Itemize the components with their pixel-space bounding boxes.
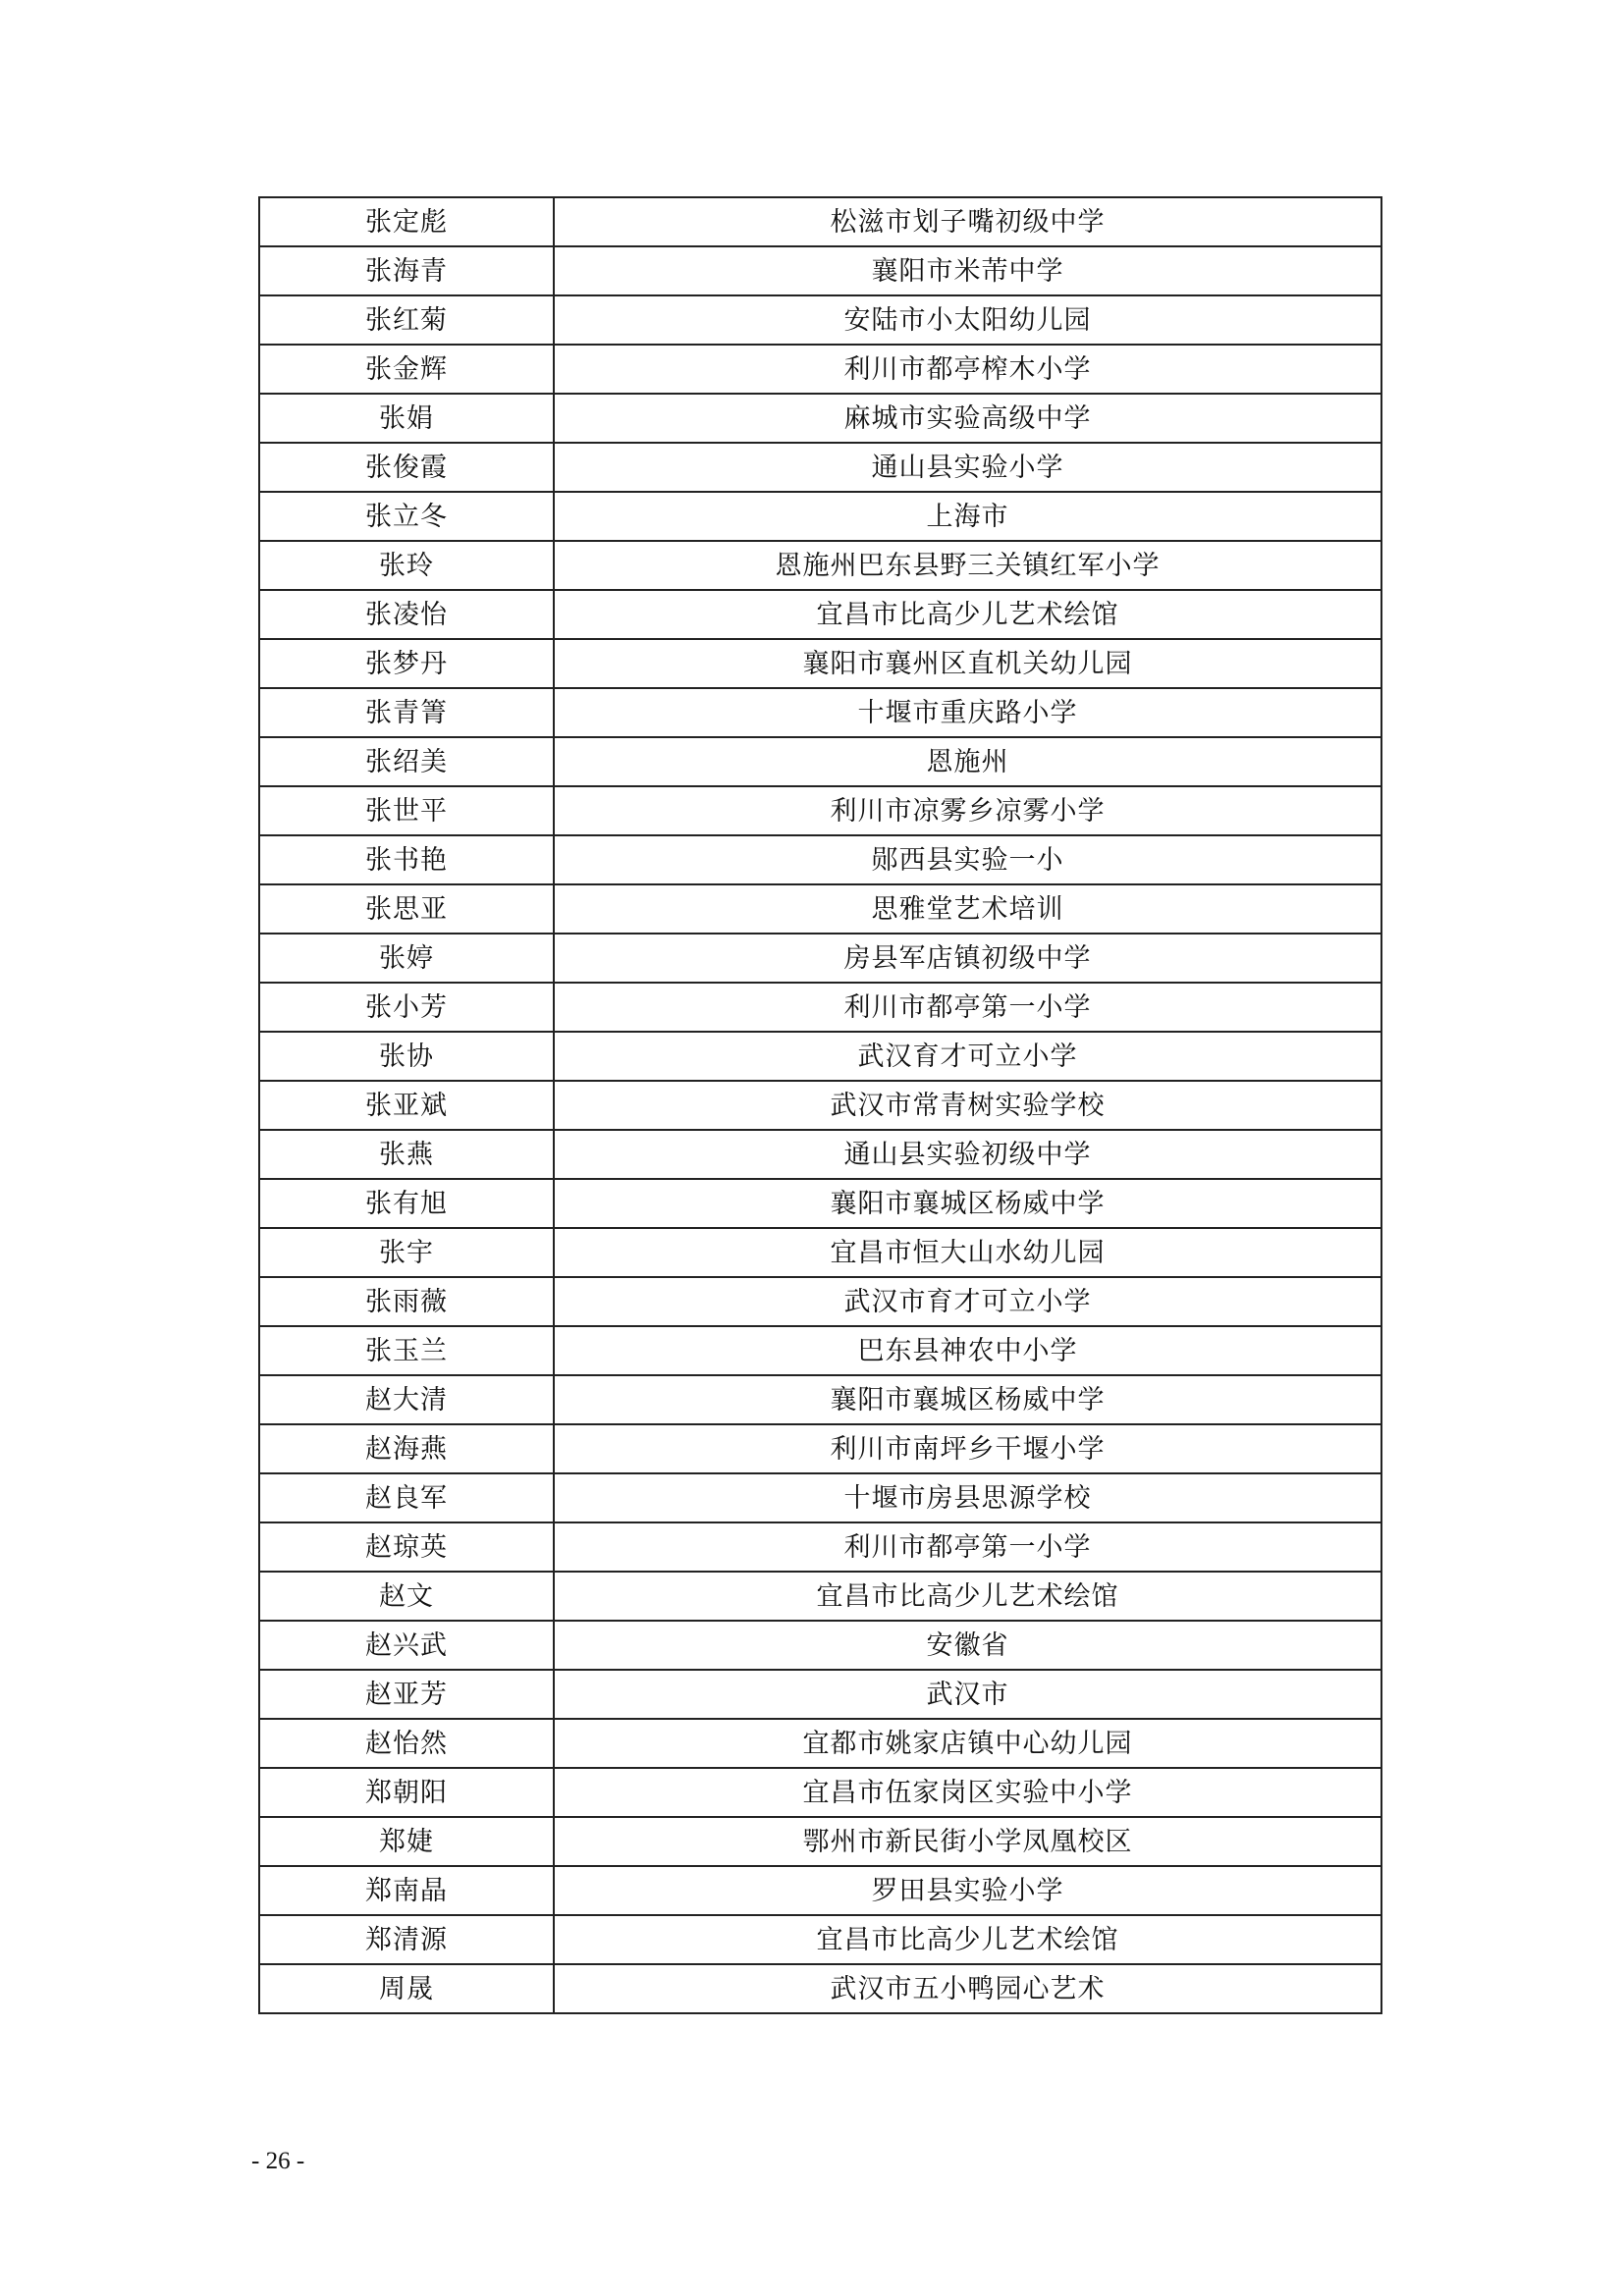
unit-cell: 宜昌市恒大山水幼儿园 [554,1228,1381,1277]
page-number: - 26 - [251,2148,305,2174]
name-cell: 张有旭 [259,1179,554,1228]
table-row [259,1130,1381,1179]
name-cell: 郑婕 [259,1817,554,1866]
table-row [259,1277,1381,1326]
table-row [259,590,1381,639]
name-cell: 赵海燕 [259,1424,554,1473]
table-row [259,541,1381,590]
name-cell: 赵大清 [259,1375,554,1424]
table-row [259,1375,1381,1424]
name-cell: 郑南晶 [259,1866,554,1915]
unit-cell: 利川市都亭第一小学 [554,983,1381,1032]
unit-cell: 上海市 [554,492,1381,541]
name-cell: 张娟 [259,394,554,443]
name-cell: 赵兴武 [259,1621,554,1670]
name-list-table [258,196,1382,2014]
table-row [259,934,1381,983]
unit-cell: 十堰市房县思源学校 [554,1473,1381,1522]
unit-cell: 房县军店镇初级中学 [554,934,1381,983]
unit-cell: 麻城市实验高级中学 [554,394,1381,443]
name-cell: 张燕 [259,1130,554,1179]
unit-cell: 宜昌市比高少儿艺术绘馆 [554,590,1381,639]
table-row [259,492,1381,541]
name-cell: 张青箐 [259,688,554,737]
unit-cell: 襄阳市襄城区杨威中学 [554,1179,1381,1228]
name-cell: 张玉兰 [259,1326,554,1375]
unit-cell: 襄阳市襄城区杨威中学 [554,1375,1381,1424]
name-cell: 郑清源 [259,1915,554,1964]
unit-cell: 思雅堂艺术培训 [554,884,1381,934]
table-row [259,786,1381,835]
name-cell: 张书艳 [259,835,554,884]
unit-cell: 郧西县实验一小 [554,835,1381,884]
table-row [259,1719,1381,1768]
table-row [259,1032,1381,1081]
unit-cell: 利川市凉雾乡凉雾小学 [554,786,1381,835]
table-row [259,1817,1381,1866]
unit-cell: 恩施州 [554,737,1381,786]
unit-cell: 武汉市育才可立小学 [554,1277,1381,1326]
name-cell: 赵良军 [259,1473,554,1522]
name-cell: 张定彪 [259,197,554,246]
unit-cell: 安陆市小太阳幼儿园 [554,295,1381,345]
name-cell: 张亚斌 [259,1081,554,1130]
unit-cell: 襄阳市襄州区直机关幼儿园 [554,639,1381,688]
name-cell: 周晟 [259,1964,554,2013]
unit-cell: 宜昌市比高少儿艺术绘馆 [554,1572,1381,1621]
unit-cell: 武汉市五小鸭园心艺术 [554,1964,1381,2013]
name-cell: 张宇 [259,1228,554,1277]
table-row [259,443,1381,492]
name-cell: 张绍美 [259,737,554,786]
table-row [259,639,1381,688]
name-cell: 张世平 [259,786,554,835]
unit-cell: 安徽省 [554,1621,1381,1670]
name-cell: 张小芳 [259,983,554,1032]
table-row [259,197,1381,246]
name-cell: 张雨薇 [259,1277,554,1326]
table-row [259,345,1381,394]
unit-cell: 襄阳市米芾中学 [554,246,1381,295]
table-row [259,983,1381,1032]
unit-cell: 利川市都亭第一小学 [554,1522,1381,1572]
name-cell: 张红菊 [259,295,554,345]
unit-cell: 松滋市划子嘴初级中学 [554,197,1381,246]
table-row [259,1326,1381,1375]
unit-cell: 武汉市常青树实验学校 [554,1081,1381,1130]
unit-cell: 宜都市姚家店镇中心幼儿园 [554,1719,1381,1768]
name-cell: 张婷 [259,934,554,983]
table-row [259,835,1381,884]
table-row [259,884,1381,934]
unit-cell: 罗田县实验小学 [554,1866,1381,1915]
unit-cell: 武汉育才可立小学 [554,1032,1381,1081]
table-row [259,1866,1381,1915]
unit-cell: 鄂州市新民街小学凤凰校区 [554,1817,1381,1866]
table-row [259,1572,1381,1621]
unit-cell: 恩施州巴东县野三关镇红军小学 [554,541,1381,590]
name-cell: 张协 [259,1032,554,1081]
table-row [259,1424,1381,1473]
name-cell: 张俊霞 [259,443,554,492]
unit-cell: 十堰市重庆路小学 [554,688,1381,737]
table-row [259,1522,1381,1572]
table-row [259,295,1381,345]
name-cell: 赵文 [259,1572,554,1621]
unit-cell: 宜昌市伍家岗区实验中小学 [554,1768,1381,1817]
table-row [259,1179,1381,1228]
table-row [259,246,1381,295]
table-row [259,737,1381,786]
unit-cell: 通山县实验初级中学 [554,1130,1381,1179]
name-cell: 张凌怡 [259,590,554,639]
unit-cell: 利川市都亭榨木小学 [554,345,1381,394]
name-cell: 赵琼英 [259,1522,554,1572]
table-row [259,1228,1381,1277]
name-cell: 张金辉 [259,345,554,394]
name-cell: 张海青 [259,246,554,295]
name-cell: 张梦丹 [259,639,554,688]
unit-cell: 通山县实验小学 [554,443,1381,492]
name-cell: 张思亚 [259,884,554,934]
table-row [259,1081,1381,1130]
unit-cell: 武汉市 [554,1670,1381,1719]
table-row [259,394,1381,443]
name-cell: 赵亚芳 [259,1670,554,1719]
unit-cell: 巴东县神农中小学 [554,1326,1381,1375]
unit-cell: 宜昌市比高少儿艺术绘馆 [554,1915,1381,1964]
unit-cell: 利川市南坪乡干堰小学 [554,1424,1381,1473]
name-cell: 郑朝阳 [259,1768,554,1817]
table-row [259,1915,1381,1964]
table-row [259,1964,1381,2013]
name-cell: 张立冬 [259,492,554,541]
name-cell: 赵怡然 [259,1719,554,1768]
table-row [259,1768,1381,1817]
name-cell: 张玲 [259,541,554,590]
table-row [259,1473,1381,1522]
table-row [259,1670,1381,1719]
table-row [259,1621,1381,1670]
table-row [259,688,1381,737]
table-body [259,197,1381,2013]
